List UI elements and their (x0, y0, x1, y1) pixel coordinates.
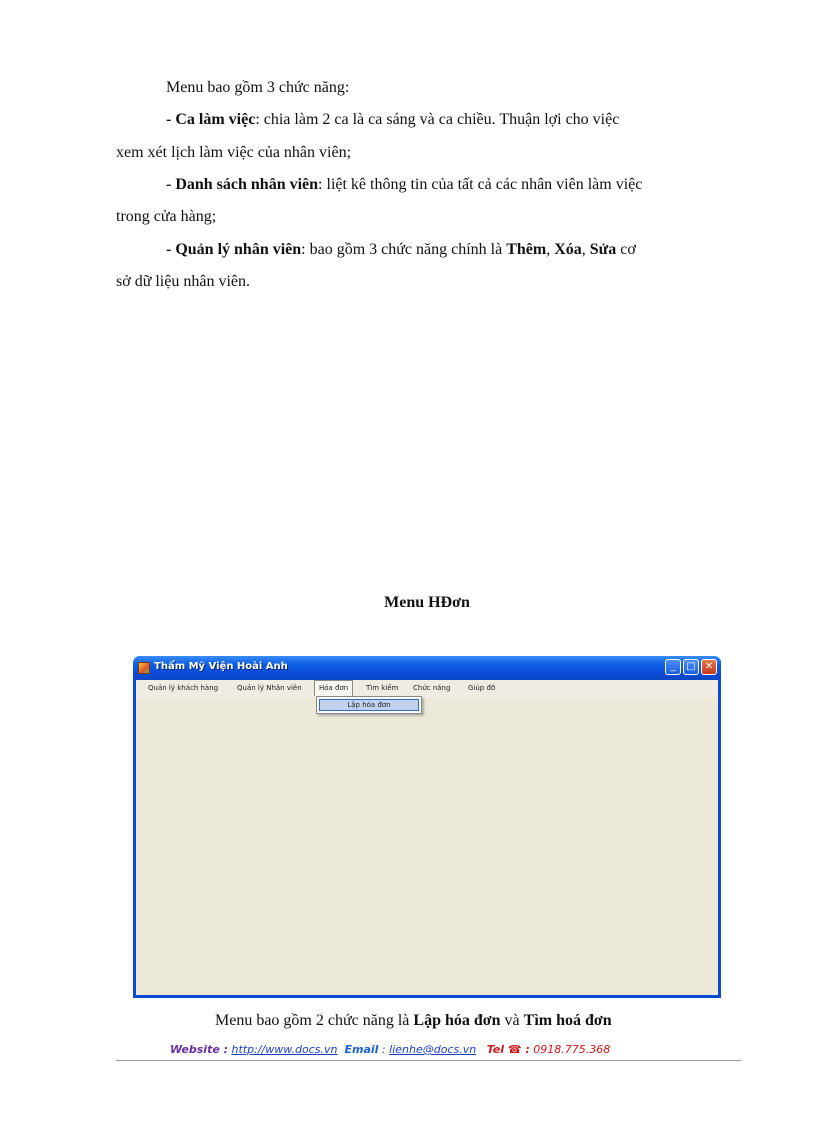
menu-quan-ly-nhan-vien[interactable]: Quản lý Nhân viên (237, 684, 302, 692)
website-label: Website : (170, 1043, 229, 1056)
hoa-don-dropdown (316, 696, 422, 714)
bullet-text: cơ (616, 241, 636, 258)
bullet-continuation: sở dữ liệu nhân viên. (116, 273, 250, 290)
separator: , (581, 241, 590, 258)
email-label: Email (344, 1043, 379, 1056)
figure-caption (215, 1012, 612, 1030)
page-footer (170, 1043, 610, 1056)
email-link[interactable]: lienhe@docs.vn (389, 1043, 477, 1056)
bullet-label: - Danh sách nhân viên (166, 176, 319, 193)
bullet-continuation: trong cửa hàng; (116, 208, 217, 225)
bullet-label: - Quản lý nhân viên (166, 241, 302, 258)
maximize-button[interactable]: □ (683, 659, 699, 675)
bullet-text: : chia làm 2 ca là ca sáng và ca chiều. Thuận lợi cho việc (255, 111, 620, 128)
bold-term: Xóa (554, 241, 582, 258)
bullet-continuation: xem xét lịch làm việc của nhân viên; (116, 144, 352, 161)
tel-number: 0918.775.368 (533, 1043, 611, 1056)
menu-bar (136, 680, 718, 698)
menu-giup-do[interactable]: Giúp đỡ (468, 684, 496, 692)
caption-text: Menu bao gồm 2 chức năng là (215, 1012, 414, 1029)
tel-label: Tel ☎ : (486, 1043, 530, 1056)
bullet-label: - Ca làm việc (166, 111, 256, 128)
caption-text: và (500, 1012, 524, 1029)
section-heading: Menu HĐơn (384, 594, 470, 611)
bullet-quan-ly (116, 240, 738, 260)
menu-chuc-nang[interactable]: Chức năng (413, 684, 451, 692)
caption-bold-term: Tìm hoá đơn (523, 1012, 612, 1029)
separator: , (546, 241, 555, 258)
email-separator: : (378, 1043, 386, 1056)
menu-hoa-don[interactable]: Hóa đơn (314, 680, 353, 696)
bullet-text: : bao gồm 3 chức năng chính là (301, 241, 507, 258)
app-window-screenshot (133, 656, 721, 998)
close-button[interactable]: ✕ (701, 659, 717, 675)
caption-bold-term: Lập hóa đơn (413, 1012, 501, 1029)
bullet-ca-lam-viec (116, 110, 738, 130)
menu-tim-kiem[interactable]: Tìm kiếm (366, 684, 399, 692)
app-icon (138, 662, 150, 674)
bold-term: Sửa (589, 241, 617, 258)
footer-divider (116, 1060, 741, 1061)
window-titlebar[interactable] (133, 656, 721, 680)
website-link[interactable]: http://www.docs.vn (231, 1043, 338, 1056)
intro-text: Menu bao gồm 3 chức năng: (166, 79, 350, 96)
window-client-area (136, 680, 718, 995)
bullet-danh-sach (116, 175, 738, 195)
bullet-text: : liệt kê thông tin của tất cả các nhân viên làm việc (318, 176, 643, 193)
bold-term: Thêm (506, 241, 547, 258)
menu-quan-ly-khach-hang[interactable]: Quản lý khách hàng (148, 684, 219, 692)
window-title: Thẩm Mỹ Viện Hoài Anh (154, 661, 288, 672)
menu-item-lap-hoa-don[interactable]: Lập hóa đơn (319, 699, 419, 711)
minimize-button[interactable]: _ (665, 659, 681, 675)
